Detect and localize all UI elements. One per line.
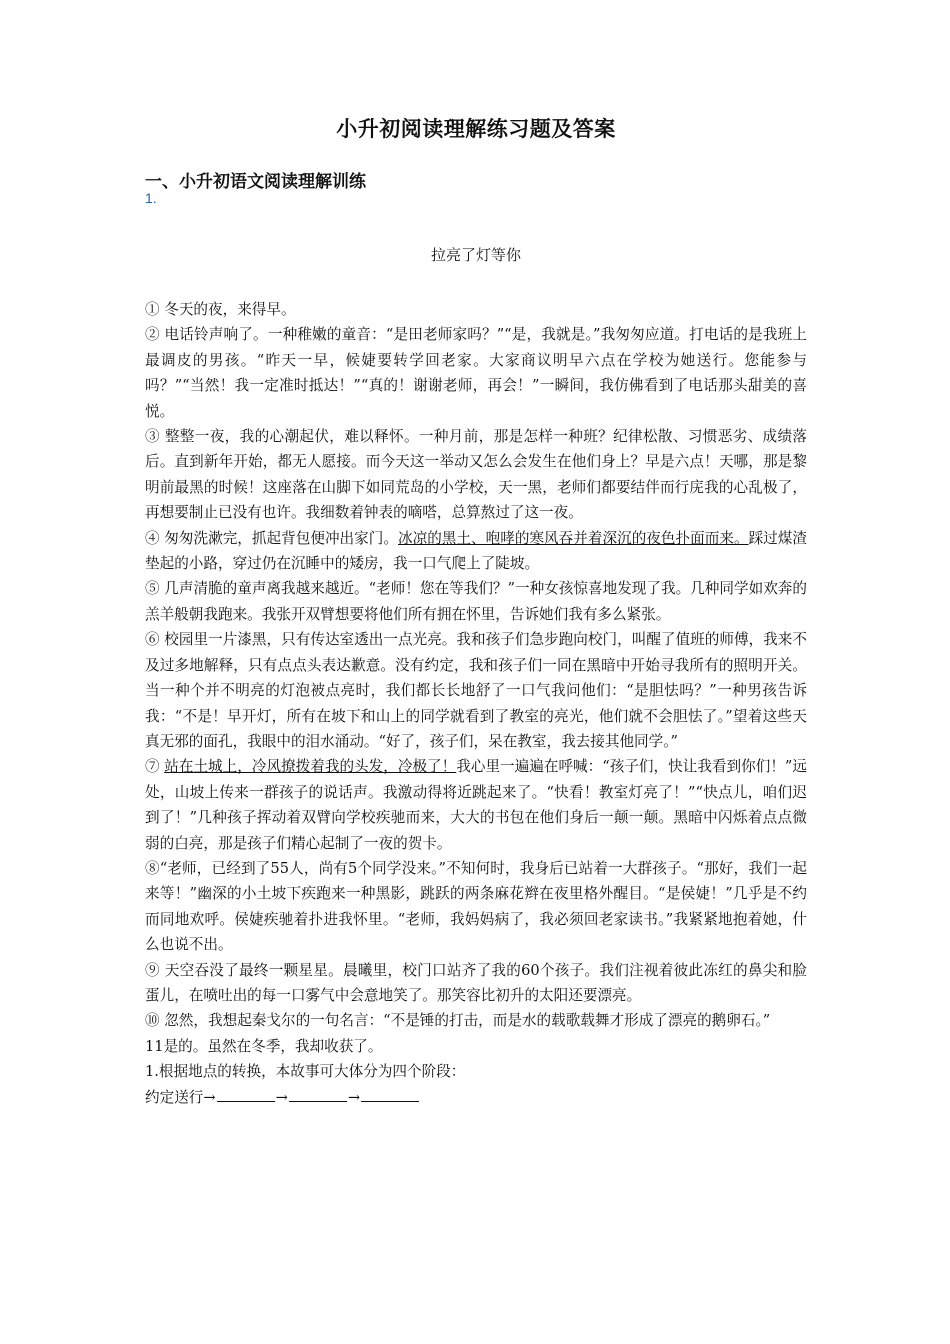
story-title: 拉亮了灯等你 xyxy=(430,246,521,264)
paragraph-8: ⑧“老师，已经到了55人，尚有5个同学没来。”不知何时，我身后已站着一大群孩子。“那好，我们一起来等！”幽深的小土坡下疾跑来一种黑影，跳跃的两条麻花辫在夜里格外醒目。“是侯婕！”几乎是不约而同地欢呼。侯婕疾驰着扑进我怀里。“老师，我妈妈病了，我必须回老家读书。”我紧紧地抱着她，什么也说不出。 xyxy=(145,859,807,954)
paragraph-7-start: ⑦ xyxy=(145,758,165,776)
paragraph-7-end: 我心里一遍遍在呼喊：“孩子们，快让我看到你们！”远处，山坡上传来一群孩子的说话声。我激动得将近跳起来了。“快看！教室灯亮了！”“快点儿，咱们迟到了！”几种孩子挥动着双臂向学校疾驰而来，大大的书包在他们身后一颠一颠。黑暗中闪烁着点点微弱的白亮，那是孩子们精心起制了一夜的贺卡。 xyxy=(145,758,807,852)
underlined-sentence-1: 冰凉的黑土、咆哮的寒风吞并着深沉的夜色扑面而来。 xyxy=(397,529,749,547)
paragraph-3: ③ 整整一夜，我的心潮起伏，难以释怀。一种月前，那是怎样一种班？纪律松散、习惯恶劣、成绩落后。直到新年开始，都无人愿接。而今天这一举动又怎么会发生在他们身上？早是六点！天哪，那是黎明前最黑的时候！这座落在山脚下如同荒岛的小学校，天一黑，老师们都要结伴而行庑我的心乱极了，再想要制止已没有也许。我细数着钟表的嘀嗒，总算熬过了这一夜。 xyxy=(145,428,807,522)
arrow-1: → xyxy=(203,1088,216,1106)
paragraph-10: ⑩ 忽然，我想起秦戈尔的一句名言：“不是锤的打击，而是水的载歌载舞才形成了漂亮的鹅卵石。” xyxy=(145,1012,771,1030)
answer-line xyxy=(145,1085,807,1110)
section-heading: 一、小升初语文阅读理解训练 xyxy=(145,172,366,192)
paragraph-9: ⑨ 天空吞没了最终一颗星星。晨曦里，校门口站齐了我的60个孩子。我们注视着彼此冻红的鼻尖和脸蛋儿，在喷吐出的每一口雾气中会意地笑了。那笑容比初升的太阳还要漂亮。 xyxy=(145,961,807,1004)
question-number: 1. xyxy=(145,190,157,206)
answer-blank-2[interactable] xyxy=(289,1087,347,1102)
paragraph-2: ② 电话铃声响了。一种稚嫩的童音：“是田老师家吗？”“是，我就是。”我匆匆应道。打电话的是我班上最调皮的男孩。“昨天一早，候婕要转学回老家。大家商议明早六点在学校为她送行。您能参与吗？”“当然！我一定准时抵达！”“真的！谢谢老师，再会！”一瞬间，我仿佛看到了电话那头甜美的喜悦。 xyxy=(145,326,807,420)
arrow-3: → xyxy=(347,1088,361,1106)
answer-prefix: 约定送行 xyxy=(145,1088,204,1106)
paragraph-7 xyxy=(145,754,807,856)
paragraph-11: 11是的。虽然在冬季，我却收获了。 xyxy=(145,1037,383,1055)
paragraph-6: ⑥ 校园里一片漆黑，只有传达室透出一点光亮。我和孩子们急步跑向校门，叫醒了值班的师傅，我来不及过多地解释，只有点点头表达歉意。没有约定，我和孩子们一同在黑暗中开始寻我所有的照明开关。当一种个并不明亮的灯泡被点亮时，我们都长长地舒了一口气我问他们：“是胆怯吗？”一种男孩告诉我：“不是！早开灯，所有在坡下和山上的同学就看到了教室的亮光，他们就不会胆怯了。”望着这些天真无邪的面孔，我眼中的泪水涌动。“好了，孩子们，呆在教室，我去接其他同学。” xyxy=(145,631,807,750)
paragraph-1: ① 冬天的夜，来得早。 xyxy=(145,301,296,318)
question-prompt: 1.根据地点的转换，本故事可大体分为四个阶段： xyxy=(145,1063,466,1081)
arrow-2: → xyxy=(275,1088,288,1106)
paragraph-4-start: ④ 匆匆洗漱完，抓起背包便冲出家门。 xyxy=(145,529,398,547)
document-title: 小升初阅读理解练习题及答案 xyxy=(336,116,616,141)
story-body xyxy=(145,297,807,1110)
underlined-sentence-2: 站在土城上，冷风撩拨着我的头发，冷极了！ xyxy=(164,758,457,776)
paragraph-5: ⑤ 几声清脆的童声离我越来越近。“老师！您在等我们？”一种女孩惊喜地发现了我。几种同学如欢奔的羔羊般朝我跑来。我张开双臂想要将他们所有拥在怀里，告诉她们我有多么紧张。 xyxy=(145,580,807,623)
paragraph-4-end: 踩过煤渣垫起的小路，穿过仍在沉睡中的矮房，我一口气爬上了陡坡。 xyxy=(145,529,807,573)
paragraph-4 xyxy=(145,526,807,577)
answer-blank-3[interactable] xyxy=(361,1087,419,1102)
answer-blank-1[interactable] xyxy=(217,1087,275,1102)
